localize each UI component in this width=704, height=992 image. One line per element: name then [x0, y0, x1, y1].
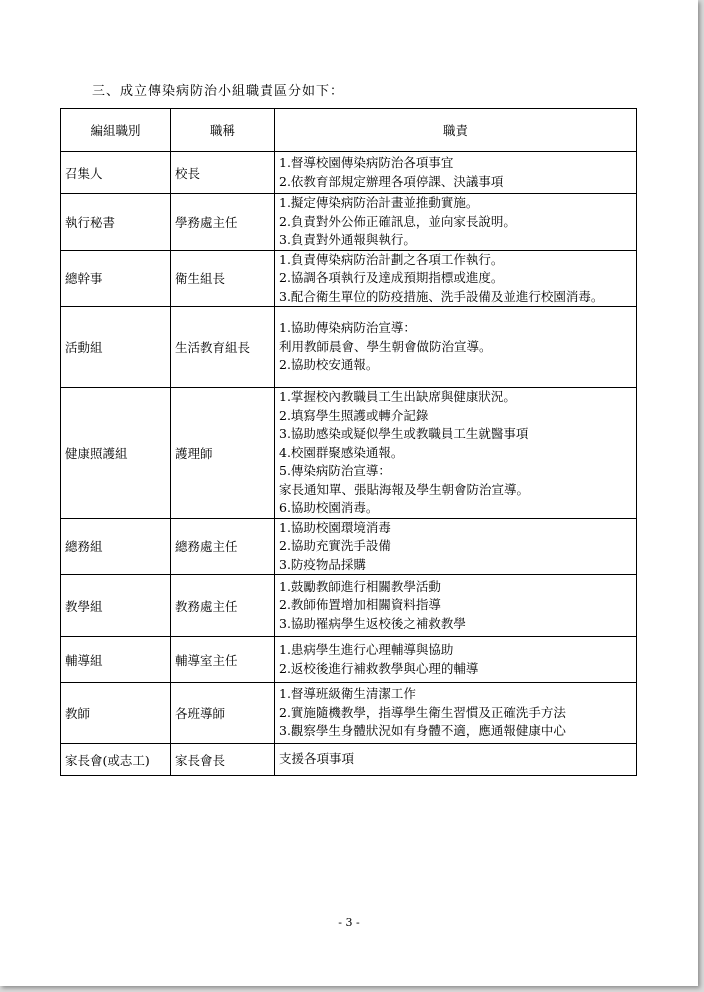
section-heading: 三、成立傳染病防治小組職責區分如下： — [92, 84, 345, 99]
duty-line: 2.依教育部規定辦理各項停課、決議事項 — [279, 173, 504, 189]
cell-group: 輔導組 — [61, 637, 171, 683]
duty-line: 3.協助罹病學生返校後之補救教學 — [279, 615, 466, 631]
cell-group: 執行秘書 — [61, 194, 171, 251]
cell-duties — [275, 152, 637, 194]
cell-group: 活動組 — [61, 307, 171, 388]
duty-line: 2.填寫學生照護或轉介記錄 — [279, 407, 429, 423]
duty-line: 利用教師晨會、學生朝會做防治宣導。 — [279, 338, 492, 354]
cell-duties — [275, 518, 637, 575]
cell-title: 校長 — [171, 152, 275, 194]
table-row — [61, 307, 637, 388]
table-row — [61, 388, 637, 519]
duty-line: 1.督導校園傳染病防治各項事宜 — [279, 155, 454, 170]
cell-duties — [275, 250, 637, 307]
duty-line: 1.協助校園環境消毒 — [279, 519, 391, 535]
cell-duties — [275, 683, 637, 744]
duty-line: 2.教師佈置增加相關資料指導 — [279, 597, 441, 613]
cell-duties — [275, 744, 637, 776]
table-header-row — [61, 109, 637, 152]
cell-group: 教師 — [61, 683, 171, 744]
header-title: 職稱 — [171, 109, 275, 152]
table-row — [61, 744, 637, 776]
duty-line: 2.返校後進行補救教學與心理的輔導 — [279, 660, 479, 676]
cell-title: 輔導室主任 — [171, 637, 275, 683]
cell-duties — [275, 388, 637, 519]
duty-line: 家長通知單、張貼海報及學生朝會防治宣導。 — [279, 481, 530, 497]
table-row — [61, 518, 637, 575]
duty-line: 1.擬定傳染病防治計畫並推動實施。 — [279, 195, 479, 210]
page-number: - 3 - — [338, 916, 360, 929]
duty-line: 2.負責對外公佈正確訊息，並向家長說明。 — [279, 213, 516, 229]
header-duties: 職責 — [275, 109, 637, 152]
cell-title: 家長會長 — [171, 744, 275, 776]
table-row — [61, 683, 637, 744]
cell-duties — [275, 637, 637, 683]
duty-line: 1.協助傳染病防治宣導： — [279, 320, 416, 336]
cell-group: 家長會(或志工) — [61, 744, 171, 776]
duty-line: 1.鼓勵教師進行相關教學活動 — [279, 578, 441, 594]
table-body — [61, 152, 637, 776]
cell-title: 各班導師 — [171, 683, 275, 744]
duty-line: 2.協助充實洗手設備 — [279, 538, 391, 553]
cell-title: 衛生組長 — [171, 250, 275, 307]
duty-line: 3.觀察學生身體狀況如有身體不適，應通報健康中心 — [279, 723, 566, 739]
duty-line: 5.傳染病防治宣導： — [279, 463, 391, 478]
cell-title: 總務處主任 — [171, 518, 275, 575]
cell-duties — [275, 575, 637, 637]
duty-table — [60, 108, 637, 776]
duty-line: 2.協調各項執行及達成預期指標或進度。 — [279, 270, 504, 285]
cell-title: 教務處主任 — [171, 575, 275, 637]
duty-line: 2.協助校安通報。 — [279, 357, 379, 373]
cell-duties — [275, 307, 637, 388]
duty-line: 4.校園群聚感染通報。 — [279, 444, 404, 460]
cell-group: 召集人 — [61, 152, 171, 194]
table-row — [61, 152, 637, 194]
cell-group: 總務組 — [61, 518, 171, 575]
cell-duties — [275, 194, 637, 251]
duty-line: 1.掌握校內教職員工生出缺席與健康狀況。 — [279, 389, 516, 404]
duty-line: 支援各項事項 — [279, 751, 355, 767]
cell-title: 生活教育組長 — [171, 307, 275, 388]
table-row — [61, 194, 637, 251]
cell-group: 健康照護組 — [61, 388, 171, 519]
cell-group: 總幹事 — [61, 250, 171, 307]
table-row — [61, 250, 637, 307]
table-row — [61, 575, 637, 637]
header-group: 編組職別 — [61, 109, 171, 152]
duty-line: 3.負責對外通報與執行。 — [279, 232, 416, 247]
cell-group: 教學組 — [61, 575, 171, 637]
duty-line: 1.督導班級衛生清潔工作 — [279, 686, 416, 702]
duty-line: 2.實施隨機教學，指導學生衛生習慣及正確洗手方法 — [279, 704, 566, 720]
duty-line: 3.配合衛生單位的防疫措施、洗手設備及並進行校園消毒。 — [279, 288, 604, 304]
duty-line: 3.協助感染或疑似學生或教職員工生就醫事項 — [279, 426, 529, 441]
cell-title: 學務處主任 — [171, 194, 275, 251]
duty-line: 6.協助校園消毒。 — [279, 500, 379, 515]
cell-title: 護理師 — [171, 388, 275, 519]
duty-line: 1.患病學生進行心理輔導與協助 — [279, 642, 454, 657]
duty-line: 1.負責傳染病防治計劃之各項工作執行。 — [279, 251, 504, 267]
duty-line: 3.防疫物品採購 — [279, 556, 366, 572]
table-row — [61, 637, 637, 683]
